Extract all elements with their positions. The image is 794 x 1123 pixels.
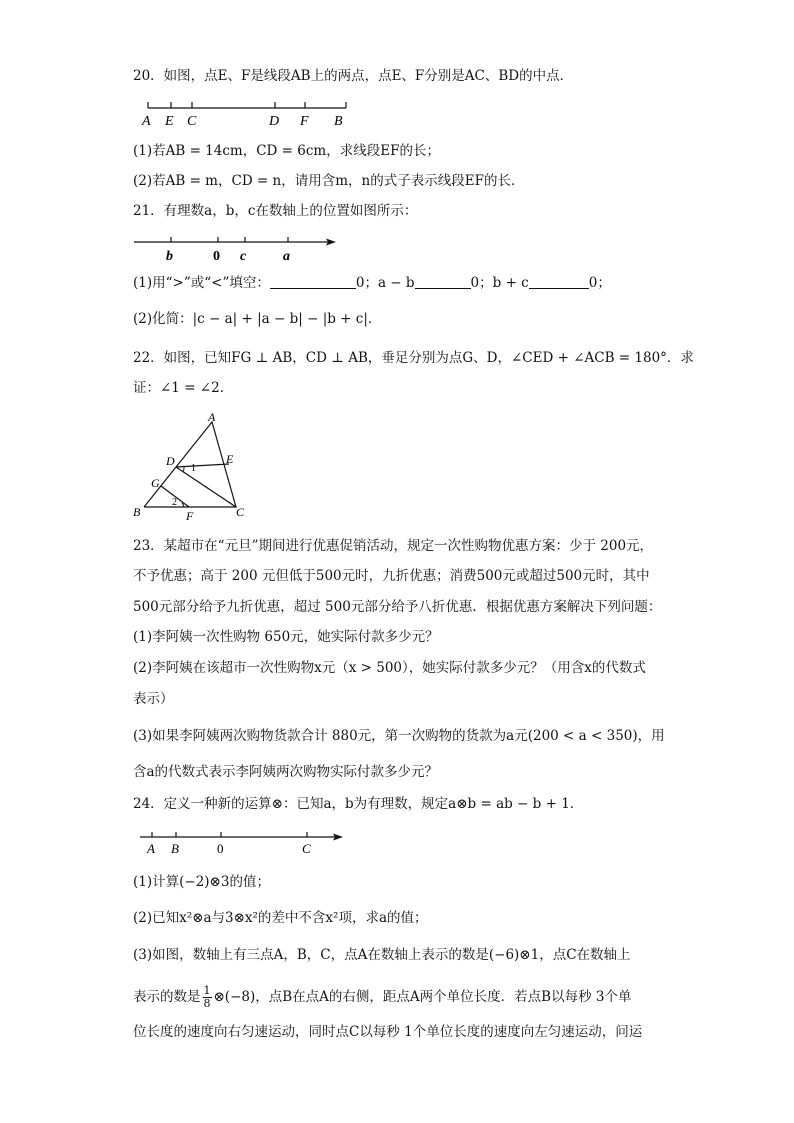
q21-label-c: c [240, 249, 247, 264]
q20-label-c: C [187, 114, 197, 129]
q21-part1-suffix: 0； [588, 275, 611, 291]
q24-part3-line2 [133, 985, 631, 1010]
q23-part1: (1)李阿姨一次性购物 650元，她实际付款多少元？ [133, 629, 439, 645]
answer-blank-1 [270, 274, 356, 289]
q24-part3-prefix: 表示的数是 [133, 989, 201, 1005]
q22-stem-line2: 证：∠1 = ∠2． [133, 380, 234, 396]
q22-label-e: E [226, 452, 234, 466]
q24-label-b: B [171, 841, 179, 856]
q23-part3-line2: 含a的代数式表示李阿姨两次购物实际付款多少元？ [133, 764, 439, 780]
q20-label-d: D [269, 114, 280, 129]
q24-part1: (1)计算(−2)⊗3的值； [133, 874, 270, 890]
fraction-numerator: 1 [203, 984, 211, 997]
fraction-denominator: 8 [203, 997, 211, 1010]
q20-part1: (1)若AB = 14cm，CD = 6cm，求线段EF的长； [133, 143, 440, 159]
fraction [203, 985, 212, 1010]
q21-number-line [134, 232, 344, 264]
q24-part3-line1: (3)如图，数轴上有三点A，B，C，点A在数轴上表示的数是(−6)⊗1，点C在数轴上 [133, 947, 631, 963]
q24-label-0: 0 [217, 841, 224, 856]
q21-label-b: b [166, 249, 173, 264]
q22-label-f: F [186, 509, 194, 523]
q21-stem: 21．有理数a，b，c在数轴上的位置如图所示： [133, 203, 418, 219]
q22-stem-line1: 22．如图，已知FG ⊥ AB，CD ⊥ AB，垂足分别为点G、D，∠CED + ∠ACB = 180°．求 [133, 350, 694, 366]
q20-part2: (2)若AB = m，CD = n，请用含m，n的式子表示线段EF的长． [133, 173, 525, 189]
q20-stem: 20．如图，点E、F是线段AB上的两点，点E、F分别是AC、BD的中点． [133, 68, 574, 84]
q23-line2: 不予优惠；高于 200 元但低于500元时，九折优惠；消费500元或超过500元时，其中 [133, 568, 650, 584]
q23-part2-line2: 表示） [133, 691, 174, 707]
q21-label-a: a [283, 249, 290, 264]
q22-triangle-figure [132, 410, 262, 522]
q22-label-d: D [166, 454, 175, 468]
q23-part2-line1: (2)李阿姨在该超市一次性购物x元（x > 500），她实际付款多少元？（用含x的代数式 [133, 660, 646, 676]
q24-label-c: C [302, 841, 311, 856]
q21-part2: (2)化简：|c − a| + |a − b| − |b + c|． [133, 311, 382, 327]
q22-label-b: B [133, 505, 141, 519]
q21-part1-mid2: 0；b + c [470, 275, 529, 291]
q20-label-e: E [165, 114, 174, 129]
q20-segment-figure [140, 98, 360, 130]
q22-angle-2: 2 [172, 497, 177, 508]
q20-label-f: F [300, 114, 309, 129]
q22-label-a: A [208, 410, 216, 424]
q23-line3: 500元部分给予九折优惠，超过 500元部分给予八折优惠．根据优惠方案解决下列问题： [133, 599, 662, 615]
q24-stem: 24．定义一种新的运算⊗：已知a，b为有理数，规定a⊗b = ab − b + 1． [133, 796, 584, 812]
q22-angle-1: 1 [191, 463, 196, 474]
q24-part3-line3: 位长度的速度向右匀速运动，同时点C以每秒 1个单位长度的速度向左匀速运动，问运 [133, 1024, 643, 1040]
q24-part2: (2)已知x²⊗a与3⊗x²的差中不含x²项，求a的值； [133, 910, 428, 926]
q21-part1-mid1: 0；a − b [355, 275, 415, 291]
q22-label-g: G [151, 476, 160, 490]
q21-label-0: 0 [213, 249, 220, 264]
q24-number-line [140, 828, 350, 858]
answer-blank-2 [415, 274, 471, 289]
q21-part1-prefix: (1)用“>”或“<”填空： [133, 275, 270, 291]
q20-label-a: A [142, 114, 151, 129]
q24-part3-suffix: ⊗(−8)，点B在点A的右侧，距点A两个单位长度．若点B以每秒 3个单 [213, 989, 632, 1005]
answer-blank-3 [529, 274, 589, 289]
q23-part3-line1: (3)如果李阿姨两次购物货款合计 880元，第一次购物的货款为a元(200 < a < 350)，用 [133, 728, 665, 744]
q22-label-c: C [236, 505, 245, 519]
q21-part1 [133, 273, 611, 293]
q20-label-b: B [334, 114, 343, 129]
q24-label-a: A [147, 841, 155, 856]
q23-line1: 23．某超市在“元旦”期间进行优惠促销活动，规定一次性购物优惠方案：少于 200元， [133, 538, 654, 554]
